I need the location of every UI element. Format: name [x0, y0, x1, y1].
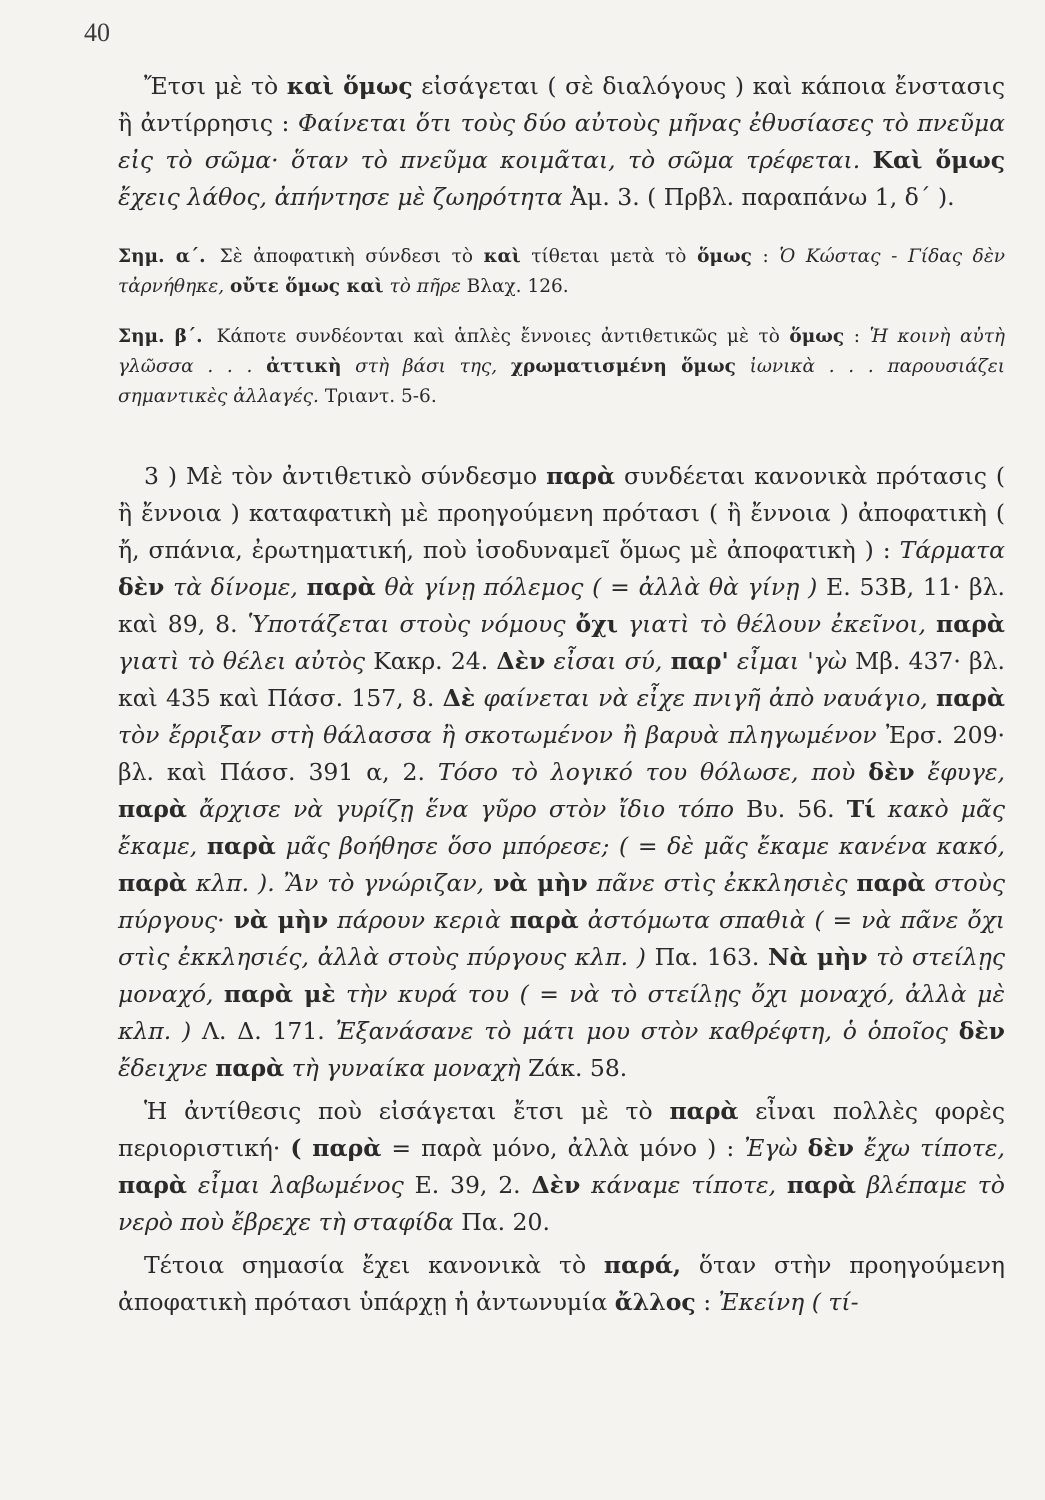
citation: Πα. 163.	[645, 943, 769, 971]
bold-term: παρὰ	[118, 869, 187, 897]
bold-term: ὄχι	[575, 610, 619, 638]
bold-term: οὔτε ὅμως καὶ	[230, 276, 384, 297]
example-quote: τὸ πῆρε	[389, 276, 461, 297]
bold-term: παρὰ	[215, 1054, 285, 1082]
bold-term: Καὶ ὅμως	[872, 146, 1005, 174]
example-quote: Φαίνεται ὅτι τοὺς δύο αὐτοὺς μῆνας ἐθυσίασες τὸ πνεῦμα εἰς τὸ σῶμα· ὅταν τὸ πνεῦμα κοιμᾶται, τὸ σῶμα τρέφεται.	[118, 109, 1006, 174]
note-label: Σημ. β΄.	[118, 326, 203, 347]
bold-term: δὲν	[807, 1134, 854, 1162]
bold-term: Τί	[846, 795, 876, 823]
bold-term: καὶ	[483, 246, 521, 267]
citation: Βλαχ. 126.	[460, 276, 569, 297]
citation: Κακρ. 24.	[365, 647, 497, 675]
bold-term: παρὰ	[669, 1097, 739, 1125]
text-run: Ἔτσι μὲ τὸ	[144, 72, 287, 100]
paragraph-para: 3 ) Μὲ τὸν ἀντιθετικὸ σύνδεσμο παρὰ συνδέεται κανονικὰ πρότασις ( ἢ ἔννοια ) καταφατικὴ μὲ προηγούμενη πρότασι ( ἢ ἔννοια ) ἀποφατικὴ ( ἤ, σπάνια, ἐρωτηματική, ποὺ ἰσοδυναμεῖ ὅμως μὲ ἀποφατικὴ ) : Τάρματα δὲν τὰ δίνομε, παρὰ θὰ γίνῃ πόλεμος ( = ἀλλὰ θὰ γίνῃ ) Ε. 53Β, 11· βλ. καὶ 89, 8. Ὑποτάζεται στοὺς νόμους ὄχι γιατὶ τὸ θέλουν ἐκεῖνοι, παρὰ γιατὶ τὸ θέλει αὐτὸς Κακρ. 24. Δὲν εἶσαι σύ, παρ' εἶμαι 'γὼ Μβ. 437· βλ. καὶ 435 καὶ Πάσσ. 157, 8. Δὲ φαίνεται νὰ εἶχε πνιγῆ ἀπὸ ναυάγιο, παρὰ τὸν ἔρριξαν στὴ θάλασσα ἢ σκοτωμένον ἢ βαρυὰ πληγωμένον Ἐρσ. 209· βλ. καὶ Πάσσ. 391 α, 2. Τόσο τὸ λογικό του θόλωσε, ποὺ δὲν ἔφυγε, παρὰ ἄρχισε νὰ γυρίζῃ ἕνα γῦρο στὸν ἴδιο τόπο Βυ. 56. Τί κακὸ μᾶς ἔκαμε, παρὰ μᾶς βοήθησε ὅσο μπόρεσε; ( = δὲ μᾶς ἔκαμε κανένα κακό, παρὰ κλπ. ). Ἂν τὸ γνώριζαν, νὰ μὴν πᾶνε στὶς ἐκκλησιὲς παρὰ στοὺς πύργους· νὰ μὴν πάρουν κεριὰ παρὰ ἀστόμωτα σπαθιὰ ( = νὰ πᾶνε ὄχι στὶς ἐκκλησιές, ἀλλὰ στοὺς πύργους κλπ. ) Πα. 163. Νὰ μὴν τὸ στείλῃς μοναχό, παρὰ μὲ τὴν κυρά του ( = νὰ τὸ στείλῃς ὄχι μοναχό, ἀλλὰ μὲ κλπ. ) Λ. Δ. 171. Ἐξανάσανε τὸ μάτι μου στὸν καθρέφτη, ὁ ὁποῖος δὲν ἔδειχνε παρὰ τὴ γυναίκα μοναχὴ Ζάκ. 58.	[118, 462, 1006, 1082]
bold-term: χρωματισμένη ὅμως	[510, 356, 736, 377]
citation: Ἀμ. 3. ( Πρβλ. παραπάνω 1, δ΄ ).	[562, 183, 955, 211]
bold-term: παρὰ	[306, 573, 376, 601]
bold-term: παρὰ	[118, 1171, 187, 1199]
citation: Ε. 53Β, 11· βλ. καὶ 89, 8.	[118, 573, 1005, 638]
bold-term: Νὰ μὴν	[768, 943, 868, 971]
citation: Βυ. 56.	[734, 795, 847, 823]
page-number: 40	[84, 18, 110, 47]
bold-term: νὰ μὴν	[493, 869, 588, 897]
text-run: εἰσάγεται ( σὲ διαλόγους ) καὶ κάποια ἔνστασις ἢ ἀντίρρησις :	[118, 72, 1005, 137]
paragraph-allos: Τέτοια σημασία ἔχει κανονικὰ τὸ παρά, ὅταν στὴν προηγούμενη ἀποφατικὴ πρότασι ὑπάρχῃ ἡ ἀντωνυμία ἄλλος : Ἐκείνη ( τί-	[118, 1251, 1005, 1316]
bold-term: παρὰ	[118, 795, 187, 823]
example-quote: ἰωνικὰ . . . παρουσιάζει σημαντικὲς ἀλλαγές.	[118, 356, 1005, 407]
citation: Ε. 39, 2.	[403, 1171, 532, 1199]
bold-term: δὲν	[958, 1017, 1005, 1045]
bold-term: παρὰ	[856, 869, 926, 897]
note-beta: Σημ. β΄. Κάποτε συνδέονται καὶ ἁπλὲς ἔννοιες ἀντιθετικῶς μὲ τὸ ὅμως : Ἡ κοινὴ αὐτὴ γλῶσσα . . . ἀττικὴ στὴ βάσι της, χρωματισμένη ὅμως ἰωνικὰ . . . παρουσιάζει σημαντικὲς ἀλλαγές. Τριαντ. 5-6.	[118, 326, 1006, 407]
bold-term: παρὰ	[936, 610, 1005, 638]
bold-term: παρὰ	[546, 462, 616, 490]
paragraph-restrictive: Ἡ ἀντίθεσις ποὺ εἰσάγεται ἔτσι μὲ τὸ παρὰ εἶναι πολλὲς φορὲς περιοριστική· ( παρὰ = παρὰ μόνο, ἀλλὰ μόνο ) : Ἐγὼ δὲν ἔχω τίποτε, παρὰ εἶμαι λαβωμένος Ε. 39, 2. Δὲν κάναμε τίποτε, παρὰ βλέπαμε τὸ νερὸ ποὺ ἔβρεχε τὴ σταφίδα Πα. 20.	[118, 1097, 1005, 1236]
bold-term: παρὰ μὲ	[223, 980, 336, 1008]
example-quote: ἔχεις λάθος, ἀπήντησε μὲ ζωηρότητα	[118, 183, 563, 211]
bold-term: Δὲν	[531, 1171, 581, 1199]
citation: Ἐρσ. 209· βλ. καὶ Πάσσ. 391 α, 2.	[118, 721, 1005, 786]
bold-term: ἄλλος	[614, 1288, 696, 1316]
bold-term: Δὲν	[496, 647, 546, 675]
bold-term: παρὰ	[936, 684, 1005, 712]
citation: Τριαντ. 5-6.	[318, 386, 437, 407]
bold-term: παρὰ	[786, 1171, 856, 1199]
bold-term: παρὰ	[509, 906, 579, 934]
note-alpha: Σημ. α΄. Σὲ ἀποφατικὴ σύνδεσι τὸ καὶ τίθεται μετὰ τὸ ὅμως : Ὁ Κώστας - Γίδας δὲν τἀρνήθηκε, οὔτε ὅμως καὶ τὸ πῆρε Βλαχ. 126.	[118, 246, 1005, 297]
bold-term: δὲν	[868, 758, 915, 786]
citation: Μβ. 437· βλ. καὶ 435 καὶ Πάσσ. 157, 8.	[118, 647, 1005, 712]
bold-term: καὶ ὅμως	[286, 72, 413, 100]
bold-term: νὰ μὴν	[233, 906, 329, 934]
bold-term: παρ'	[670, 647, 729, 675]
bold-term: ἀττικὴ	[266, 356, 342, 377]
paragraph-kai-omos	[118, 68, 1005, 216]
example-quote: στὴ βάσι της,	[355, 356, 498, 377]
example-quote: Ἡ κοινὴ αὐτὴ γλῶσσα . . .	[118, 326, 1006, 377]
citation: Ζάκ. 58.	[520, 1054, 628, 1082]
bold-term: παρὰ	[206, 832, 276, 860]
bold-term: δὲν	[118, 573, 165, 601]
citation: Λ. Δ. 171.	[191, 1017, 336, 1045]
bold-term: παρά,	[603, 1251, 682, 1279]
citation: Πα. 20.	[453, 1208, 550, 1236]
example-quote: Ὁ Κώστας - Γίδας δὲν τἀρνήθηκε,	[118, 246, 1005, 297]
bold-term: Δὲ	[442, 684, 476, 712]
note-label: Σημ. α΄.	[118, 246, 206, 267]
bold-term: ὅμως	[789, 326, 845, 347]
bold-term: ( παρὰ	[290, 1134, 382, 1162]
bold-term: ὅμως	[697, 246, 752, 267]
